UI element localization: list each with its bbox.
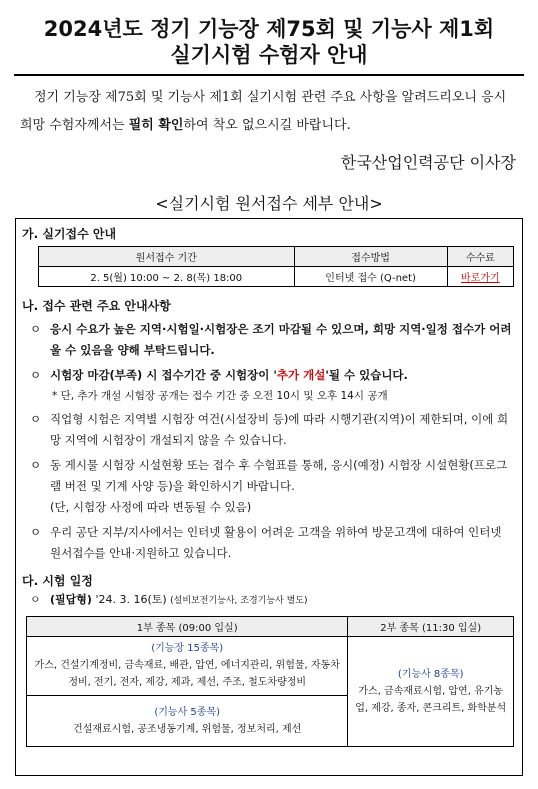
- bullet-text-2b: '될 수 있습니다.: [325, 368, 408, 382]
- schedule-note: (설비보전기능사, 조경기능사 별도): [170, 596, 308, 606]
- bullet-icon: ㅇ: [30, 525, 42, 539]
- bullet-icon: ㅇ: [30, 458, 42, 472]
- bullet-text-3: 직업형 시험은 지역별 시험장 여건(시설장비 등)에 따라 시행기관(지역)이 제한되며, 이에 희망 지역에 시험장이 개설되지 않을 수 있습니다.: [50, 412, 509, 447]
- intro-text-b: 하여 착오 없으시길 바랍니다.: [183, 118, 351, 133]
- group1-title: (기능장 15종목): [151, 643, 224, 654]
- group1-items: 가스, 건설기계정비, 금속재료, 배관, 압연, 에너지관리, 위험물, 자동차정비, 전기, 전자, 제강, 제과, 제선, 주조, 철도차량정비: [34, 660, 340, 688]
- shortcut-link[interactable]: 바로가기: [461, 273, 500, 284]
- group3-title: (기능사 8종목): [397, 669, 464, 680]
- bullet-icon: ㅇ: [30, 322, 42, 336]
- bullet-text-4: 동 게시물 시험장 시설현황 또는 접수 후 수험표를 통해, 응시(예정) 시험장 시설현황(프로그램 버전 및 기계 사양 등)을 확인하시기 바랍니다.: [50, 458, 508, 493]
- group2: [27, 696, 347, 746]
- intro-paragraph: [0, 76, 538, 140]
- details-box: [15, 218, 523, 776]
- bullet-text-2a: 시험장 마감(부족) 시 접수기간 중 시험장이 ': [50, 368, 277, 382]
- bullet-text-1: 응시 수요가 높은 지역·시험일·시험장은 조기 마감될 수 있으며, 희망 지역·일정 접수가 어려울 수 있음을 양해 부탁드립니다.: [50, 322, 512, 357]
- intro-text-bold: 필히 확인: [128, 118, 184, 133]
- bullet-icon: ㅇ: [30, 412, 42, 426]
- section-ga-title: 가. 실기접수 안내: [22, 227, 117, 241]
- subheading: <실기시험 원서접수 세부 안내>: [155, 194, 383, 213]
- list-item: [16, 522, 522, 564]
- list-item: [16, 409, 522, 451]
- signature: 한국산업인력공단 이사장: [340, 153, 516, 172]
- note-text: * 단, 추가 개설 시험장 공개는 접수 기간 중 오전 10시 및 오후 14시 공개: [52, 390, 388, 402]
- schedule-date: '24. 3. 16(토): [95, 593, 167, 606]
- schedule-label: (필답형): [50, 593, 92, 606]
- table-cell-fee: [447, 267, 513, 287]
- group1: [27, 637, 347, 696]
- section-da-title: 다. 시험 일정: [22, 574, 93, 588]
- group3-items: 가스, 금속재료시험, 압연, 유기농업, 제강, 종자, 콘크리트, 화학분석: [355, 686, 507, 714]
- table-header-method: 접수방법: [294, 247, 447, 267]
- bullet-text-4-note: (단, 시험장 사정에 따라 변동될 수 있음): [50, 500, 252, 514]
- section-na-title: 나. 접수 관련 주요 안내사항: [22, 299, 171, 313]
- col1-header: 1부 종목 (09:00 입실): [27, 617, 348, 637]
- bullet-icon: ㅇ: [30, 368, 42, 382]
- table-cell-method: 인터넷 접수 (Q-net): [294, 267, 447, 287]
- schedule-table: [26, 616, 514, 747]
- list-item: [16, 455, 522, 518]
- group2-items: 건설재료시험, 공조냉동기계, 위험물, 정보처리, 제선: [73, 724, 302, 735]
- bullet-text-5: 우리 공단 지부/지사에서는 인터넷 활용이 어려운 고객을 위하여 방문고객에 대하여 인터넷 원서접수를 안내·지원하고 있습니다.: [50, 525, 502, 560]
- page-title-line1: 2024년도 정기 기능장 제75회 및 기능사 제1회: [43, 17, 495, 41]
- table-header-period: 원서접수 기간: [39, 247, 295, 267]
- page-title-line2: 실기시험 수험자 안내: [170, 43, 368, 67]
- bullet-icon: ㅇ: [30, 593, 41, 606]
- bullet-text-2-red: 추가 개설: [276, 368, 326, 382]
- group2-title: (기능사 5종목): [154, 707, 221, 718]
- col2-header: 2부 종목 (11:30 입실): [348, 617, 514, 637]
- col2-cell: [348, 637, 514, 747]
- intro-text-a: 정기 기능장 제75회 및 기능사 제1회 실기시험 관련 주요 사항을 알려드리오니 응시 희망 수험자께서는: [20, 90, 507, 133]
- list-item: [16, 319, 522, 361]
- schedule-item: [16, 589, 522, 612]
- application-table: [38, 246, 514, 287]
- table-cell-period: 2. 5(월) 10:00 ~ 2. 8(목) 18:00: [39, 267, 295, 287]
- list-item: [16, 365, 522, 386]
- col1-cell: [27, 637, 348, 747]
- table-header-fee: 수수료: [447, 247, 513, 267]
